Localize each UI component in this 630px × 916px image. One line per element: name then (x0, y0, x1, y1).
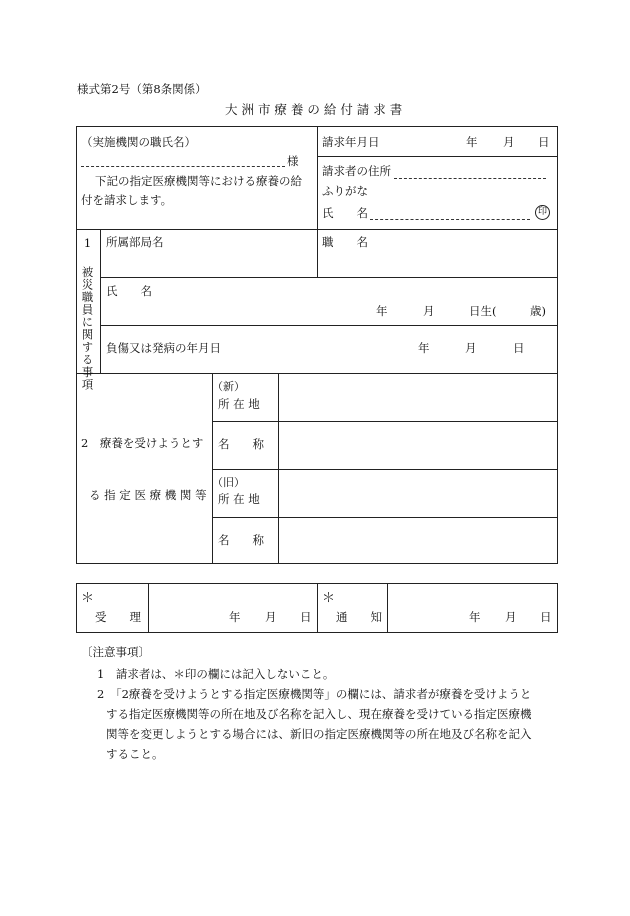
reception-asterisk: ＊ (81, 591, 95, 606)
furigana-label: ふりがな (322, 184, 368, 198)
notes-item-1: 1 請求者は、＊印の欄には記入しないこと。 (97, 667, 335, 681)
notes-item-2-line-3: 関等を変更しようとする場合には、新旧の指定医療機関等の所在地及び名称を記入 (106, 727, 532, 741)
reception-day: 日 (300, 610, 312, 624)
new-location-label: 所 在 地 (218, 397, 260, 411)
seal-mark: 印 (535, 205, 550, 220)
notes-item-2-line-4: すること。 (106, 747, 164, 761)
section1-label: 1 被災職員に関する事項 (80, 236, 95, 391)
age-suffix: 歳) (530, 304, 546, 318)
name-field[interactable] (370, 206, 530, 220)
injury-month: 月 (465, 341, 477, 355)
section2-label-line2: る 指 定 医 療 機 関 等 (89, 488, 207, 502)
name-label: 氏 名 (322, 206, 368, 220)
notice-month: 月 (505, 610, 517, 624)
notes-heading: 〔注意事項〕 (81, 645, 150, 659)
department-label: 所属部局名 (106, 235, 164, 249)
birth-month: 月 (423, 304, 435, 318)
request-text-1: 下記の指定医療機関等における療養の給 (95, 174, 302, 188)
notice-year: 年 (469, 610, 481, 624)
section2-label-line1: 2 療養を受けようとす (81, 436, 204, 450)
injury-date-label: 負傷又は発病の年月日 (106, 341, 221, 355)
request-date-year: 年 (466, 135, 478, 149)
request-date-month: 月 (503, 135, 515, 149)
reception-year: 年 (229, 610, 241, 624)
institution-label: （実施機関の職氏名） (81, 135, 196, 149)
reception-month: 月 (265, 610, 277, 624)
new-label: （新） (212, 380, 245, 393)
request-date-day: 日 (538, 135, 550, 149)
new-name-label: 名 称 (218, 437, 264, 451)
address-label: 請求者の住所 (322, 164, 391, 178)
birth-day-suffix: 日生( (469, 304, 497, 318)
old-label: （旧） (212, 476, 245, 489)
notes-item-2-line-1: 2 「2療養を受けようとする指定医療機関等」の欄には、請求者が療養を受けようと (97, 687, 532, 701)
notice-day: 日 (540, 610, 552, 624)
notice-asterisk: ＊ (322, 591, 336, 606)
form-number: 様式第2号（第8条関係） (77, 82, 207, 96)
sama-label: 様 (287, 154, 299, 168)
reception-label: 受 理 (95, 610, 141, 624)
birth-year: 年 (376, 304, 388, 318)
old-location-label: 所 在 地 (218, 492, 260, 506)
address-field[interactable] (394, 165, 546, 179)
request-date-label: 請求年月日 (322, 135, 380, 149)
employee-name-label: 氏 名 (106, 284, 152, 298)
request-text-2: 付を請求します。 (81, 193, 173, 207)
injury-day: 日 (513, 341, 525, 355)
notice-label: 通 知 (336, 610, 382, 624)
notes-item-2-line-2: する指定医療機関等の所在地及び名称を記入し、現在療養を受けている指定医療機 (106, 707, 532, 721)
old-name-label: 名 称 (218, 533, 264, 547)
form-title: 大 洲 市 療 養 の 給 付 請 求 書 (225, 102, 403, 117)
position-label: 職 名 (322, 235, 368, 249)
injury-year: 年 (418, 341, 430, 355)
institution-name-field[interactable] (81, 152, 285, 167)
